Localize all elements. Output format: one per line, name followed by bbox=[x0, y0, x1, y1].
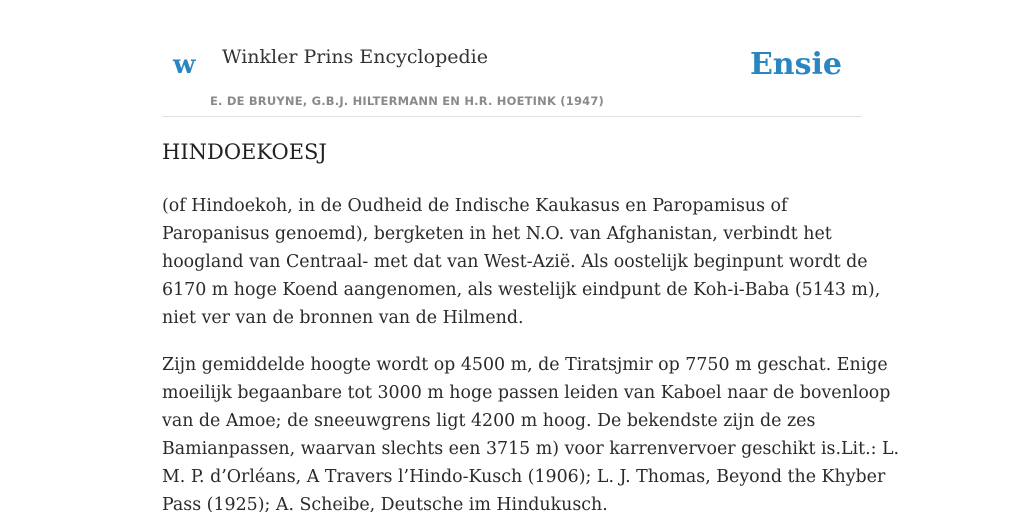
paragraph-line: van de Amoe; de sneeuwgrens ligt 4200 m hoog. De bekendste zijn de zes bbox=[162, 411, 816, 431]
paragraph-line: Pass (1925); A. Scheibe, Deutsche im Hindukusch. bbox=[162, 495, 608, 512]
paragraph bbox=[162, 192, 881, 332]
paragraph-line: Paropanisus genoemd), bergketen in het N.O. van Afghanistan, verbindt het bbox=[162, 224, 832, 244]
header bbox=[162, 0, 862, 117]
paragraph-line: niet ver van de bronnen van de Hilmend. bbox=[162, 308, 524, 328]
paragraph-line: 6170 m hoge Koend aangenomen, als westelijk eindpunt de Koh-i-Baba (5143 m), bbox=[162, 280, 881, 300]
ensie-logo-link[interactable]: Ensie bbox=[749, 47, 842, 82]
paragraph-line: Bamianpassen, waarvan slechts een 3715 m) voor karrenvervoer geschikt is.Lit.: L. bbox=[162, 439, 900, 459]
authors-line: E. DE BRUYNE, G.B.J. HILTERMANN EN H.R. HOETINK (1947) bbox=[210, 94, 605, 108]
entry-title: HINDOEKOESJ bbox=[162, 140, 327, 164]
publication-logo-icon[interactable]: w bbox=[173, 50, 196, 80]
paragraph bbox=[162, 351, 900, 512]
paragraph-line: (of Hindoekoh, in de Oudheid de Indische Kaukasus en Paropamisus of bbox=[162, 196, 788, 216]
paragraph-line: M. P. d’Orléans, A Travers l’Hindo-Kusch (1906); L. J. Thomas, Beyond the Khyber bbox=[162, 467, 886, 487]
entry-body bbox=[162, 192, 900, 512]
paragraph-line: Zijn gemiddelde hoogte wordt op 4500 m, de Tiratsjmir op 7750 m geschat. Enige bbox=[162, 355, 888, 375]
paragraph-line: moeilijk begaanbare tot 3000 m hoge passen leiden van Kaboel naar de bovenloop bbox=[162, 383, 891, 403]
paragraph-line: hoogland van Centraal- met dat van West-Azië. Als oostelijk beginpunt wordt de bbox=[162, 252, 868, 272]
work-title-link[interactable]: Winkler Prins Encyclopedie bbox=[222, 46, 488, 68]
